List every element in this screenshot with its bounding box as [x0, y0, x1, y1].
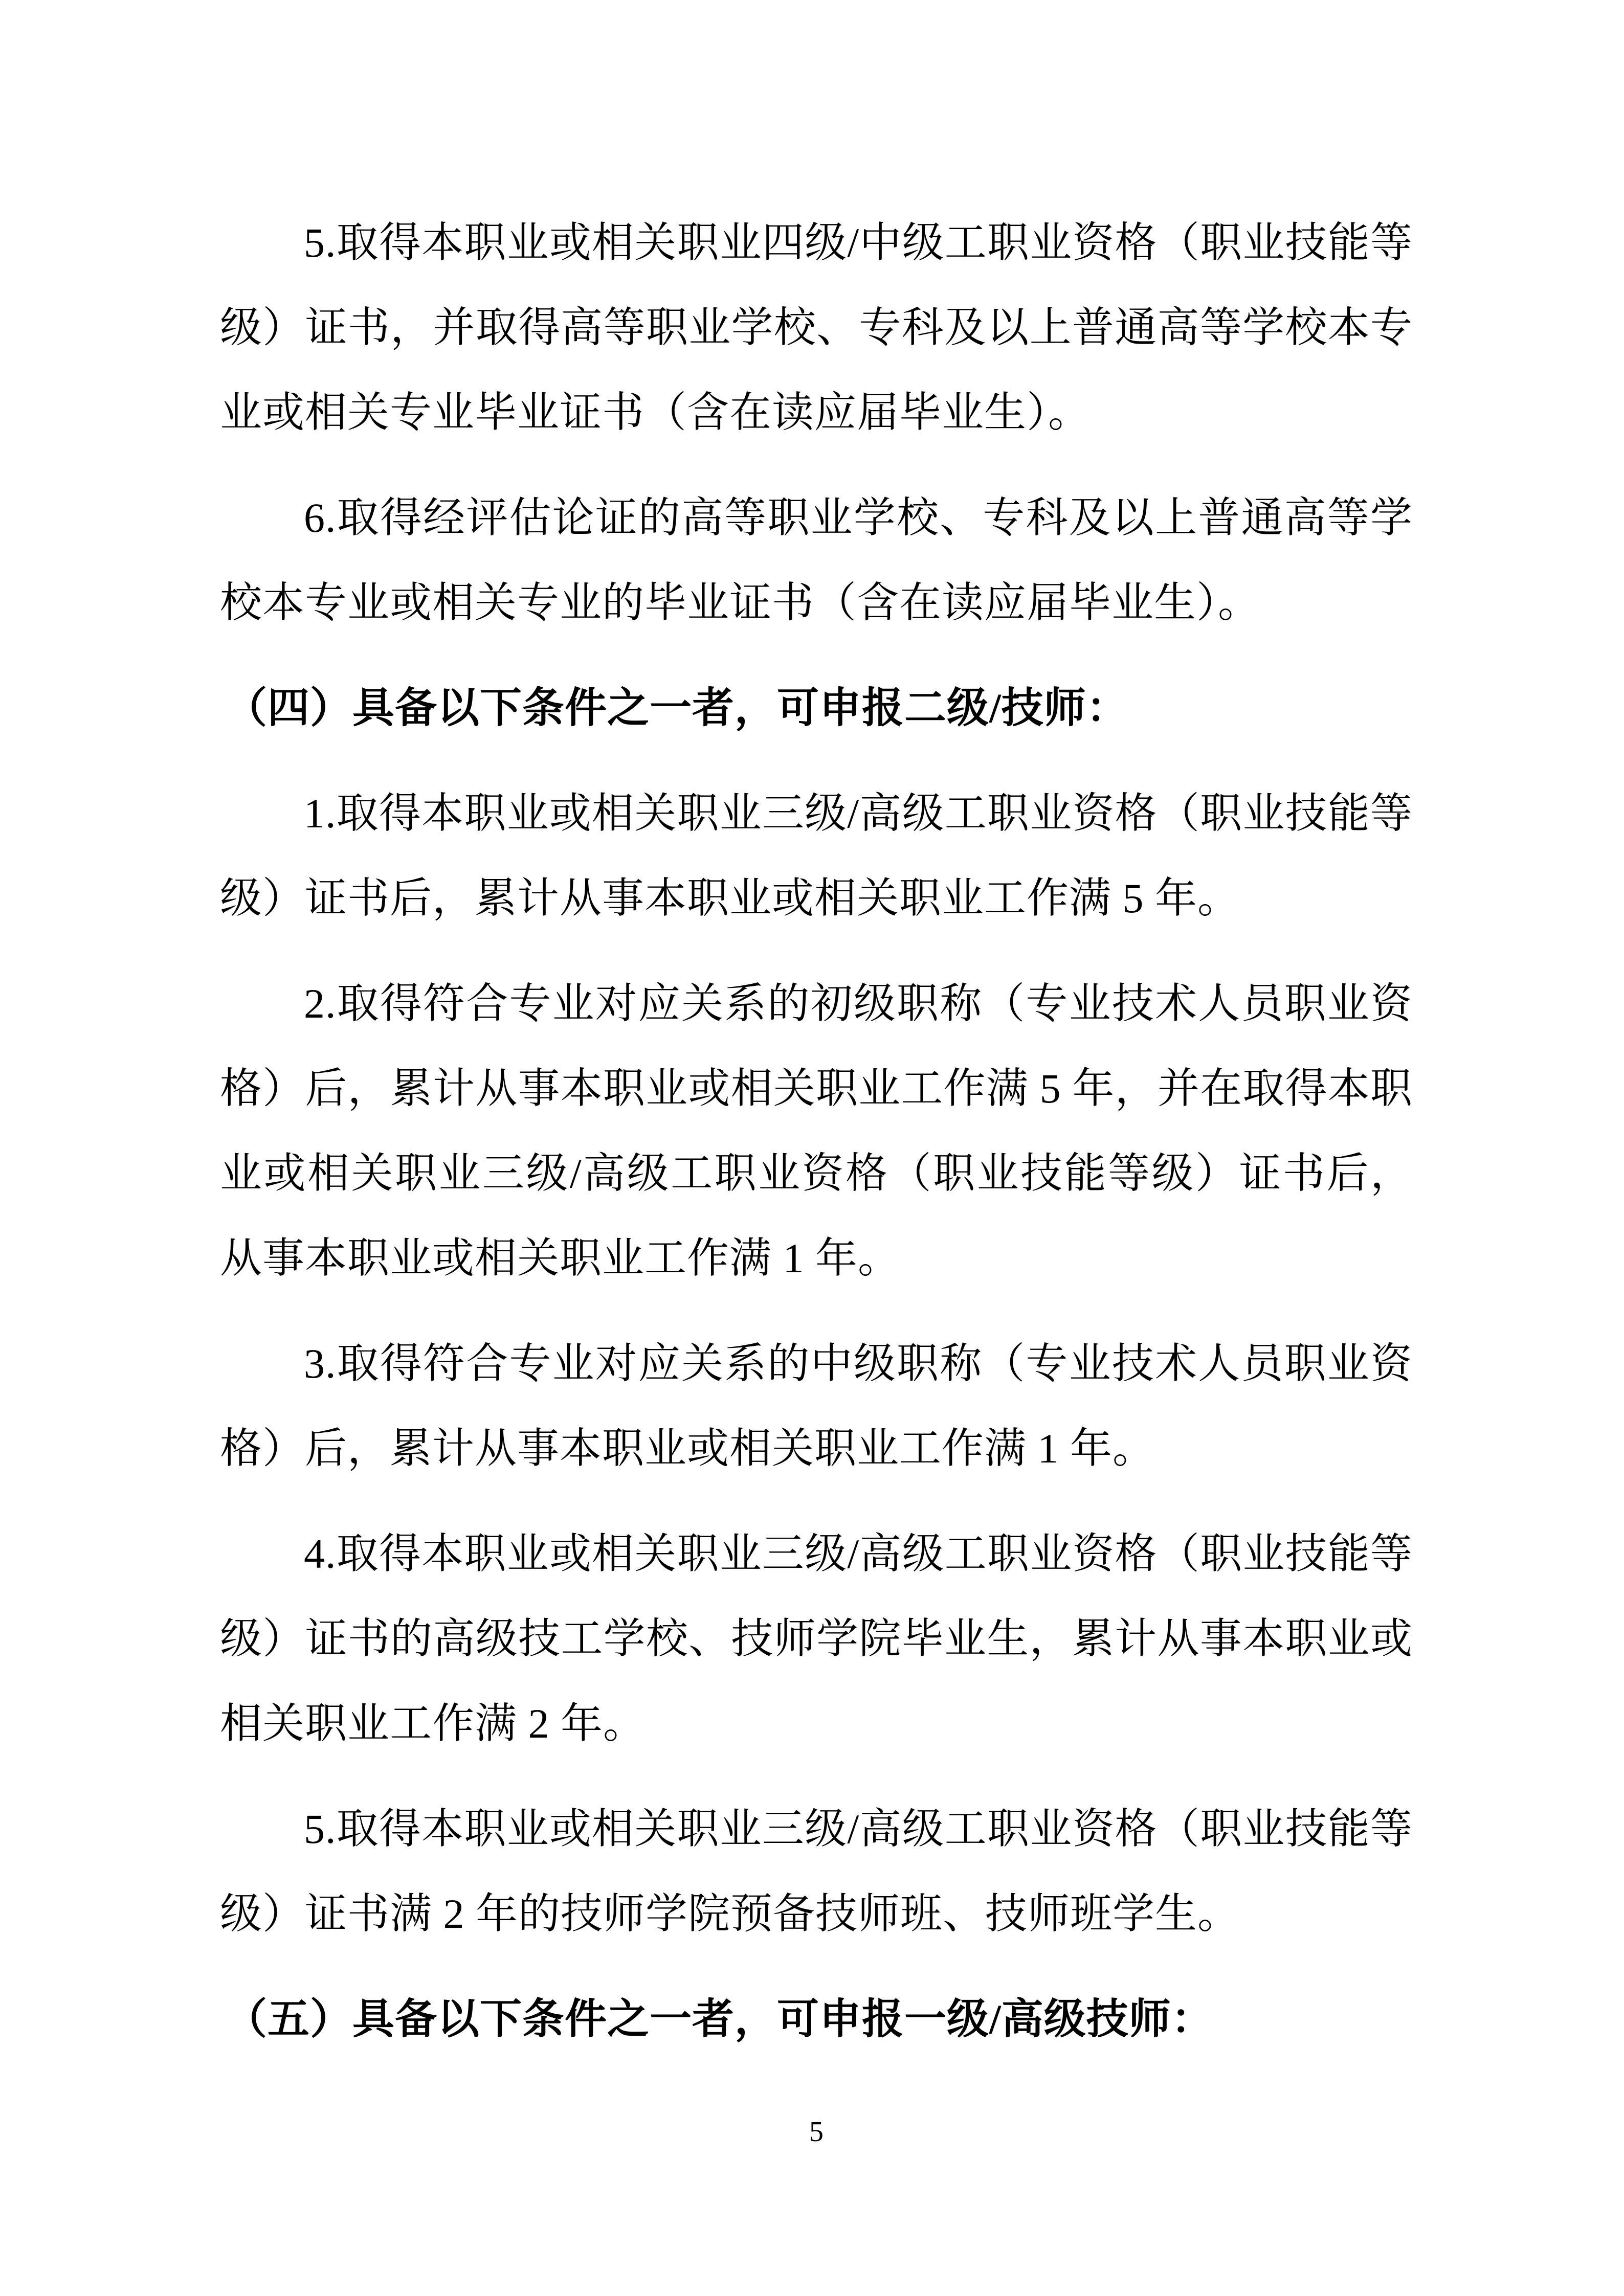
condition-item-3-technician: 3.取得符合专业对应关系的中级职称（专业技术人员职业资格）后，累计从事本职业或相关职业工作满 1 年。 — [220, 1340, 1413, 1472]
condition-item-1-technician: 1.取得本职业或相关职业三级/高级工职业资格（职业技能等级）证书后，累计从事本职业或相关职业工作满 5 年。 — [220, 790, 1413, 921]
page-number: 5 — [809, 2116, 824, 2148]
condition-item-4-technician: 4.取得本职业或相关职业三级/高级工职业资格（职业技能等级）证书的高级技工学校、技师学院毕业生，累计从事本职业或相关职业工作满 2 年。 — [220, 1530, 1413, 1747]
section-heading-5-senior-technician: （五）具备以下条件之一者，可申报一级/高级技师： — [225, 1996, 1214, 2042]
condition-item-5-level4: 5.取得本职业或相关职业四级/中级工职业资格（职业技能等级）证书，并取得高等职业学校、专科及以上普通高等学校本专业或相关专业毕业证书（含在读应届毕业生）。 — [220, 219, 1413, 436]
document-body — [220, 200, 1413, 2062]
condition-item-6-level4: 6.取得经评估论证的高等职业学校、专科及以上普通高等学校本专业或相关专业的毕业证书（含在读应届毕业生）。 — [220, 494, 1413, 626]
condition-item-5-technician: 5.取得本职业或相关职业三级/高级工职业资格（职业技能等级）证书满 2 年的技师学院预备技师班、技师班学生。 — [220, 1806, 1413, 1937]
section-heading-4-technician: （四）具备以下条件之一者，可申报二级/技师： — [225, 685, 1129, 731]
condition-item-2-technician: 2.取得符合专业对应关系的初级职称（专业技术人员职业资格）后，累计从事本职业或相关职业工作满 5 年，并在取得本职业或相关职业三级/高级工职业资格（职业技能等级）证书后，从事本职业或相关职业工作满 1 年。 — [220, 980, 1413, 1281]
